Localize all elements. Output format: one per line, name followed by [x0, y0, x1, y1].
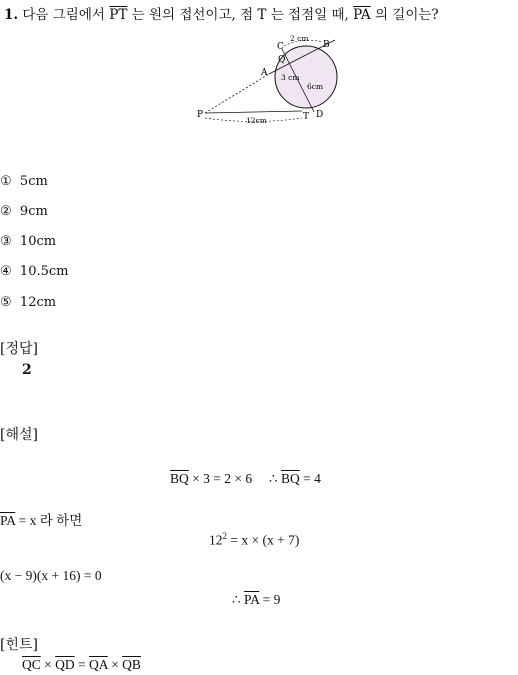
label-q: Q: [278, 55, 286, 65]
tangent-pt: [205, 111, 302, 113]
segment-qb: $\overline{QB}$: [122, 657, 141, 672]
choice-mark: ①: [0, 174, 12, 189]
segment-bq: $\overline{BQ}$: [280, 471, 300, 486]
geometry-figure: [190, 30, 350, 130]
explanation-label: [해설]: [0, 427, 38, 443]
hint-line: [22, 657, 141, 673]
question-text-post: 의 길이는?: [370, 7, 439, 23]
label-b: B: [323, 40, 330, 50]
segment-bq: $\overline{BQ}$: [170, 471, 189, 486]
explanation-line-3: [209, 531, 299, 549]
choice-text: 9cm: [19, 204, 48, 219]
explanation-line-4: (x − 9)(x + 16) = 0: [0, 568, 102, 583]
segment-qc: $\overline{QC}$: [22, 657, 41, 672]
therefore-symbol: ∴: [232, 592, 244, 607]
choice-mark: ⑤: [0, 295, 12, 310]
choice-4[interactable]: [0, 264, 68, 279]
segment-qa: $\overline{QA}$: [89, 657, 108, 672]
segment-pa: $\overline{PA}$: [243, 592, 260, 607]
segment-pa: $\overline{PA}$: [353, 7, 371, 23]
answer-label: [정답]: [0, 341, 38, 357]
label-len-cq: 2 cm: [290, 34, 309, 43]
question-text-pre: 다음 그림에서: [22, 7, 110, 23]
equals-symbol: =: [74, 657, 90, 672]
eq-base: 12: [209, 532, 223, 548]
segment-pa: $\overline{PA}$: [0, 513, 16, 528]
label-d: D: [316, 110, 324, 120]
label-t: T: [303, 112, 310, 122]
question-number: 1.: [4, 7, 19, 23]
choice-mark: ③: [0, 234, 12, 249]
label-len-qd: 6cm: [307, 82, 324, 91]
explanation-line-5: [232, 592, 280, 608]
eq-text: = 9: [259, 592, 281, 607]
label-len-aq: 3 cm: [281, 73, 300, 82]
explanation-line-2: [0, 509, 82, 529]
choice-2[interactable]: [0, 204, 48, 219]
secant-pa: [205, 74, 269, 113]
segment-pt: $\overline{PT}$: [109, 7, 128, 23]
choice-1[interactable]: [0, 174, 48, 189]
choice-text: 5cm: [19, 174, 48, 189]
choice-text: 10cm: [19, 234, 57, 249]
label-a: A: [261, 68, 268, 78]
label-p: P: [197, 110, 204, 120]
explanation-line-1: [170, 471, 321, 487]
question-text-mid: 는 원의 접선이고, 점 T 는 접점일 때,: [127, 7, 354, 23]
choice-text: 10.5cm: [19, 264, 69, 279]
choice-mark: ④: [0, 264, 12, 279]
answer-value: 2: [22, 362, 32, 378]
choice-3[interactable]: [0, 234, 56, 249]
segment-qd: $\overline{QD}$: [55, 657, 75, 672]
times-symbol: ×: [40, 657, 56, 672]
eq-text: = 4: [299, 471, 321, 486]
eq-exponent: 2: [222, 531, 227, 541]
choice-text: 12cm: [19, 295, 57, 310]
eq-text: = x 라 하면: [15, 513, 83, 528]
choice-5[interactable]: [0, 295, 56, 310]
label-c: C: [277, 42, 284, 52]
hint-label: [힌트]: [0, 637, 38, 653]
times-symbol: ×: [107, 657, 123, 672]
choice-mark: ②: [0, 204, 12, 219]
eq-text: = x × (x + 7): [227, 532, 300, 548]
question-line: [4, 3, 439, 23]
label-len-pt: 12cm: [246, 116, 267, 125]
therefore-symbol: ∴: [268, 471, 281, 486]
eq-text: × 3 = 2 × 6: [188, 471, 253, 486]
